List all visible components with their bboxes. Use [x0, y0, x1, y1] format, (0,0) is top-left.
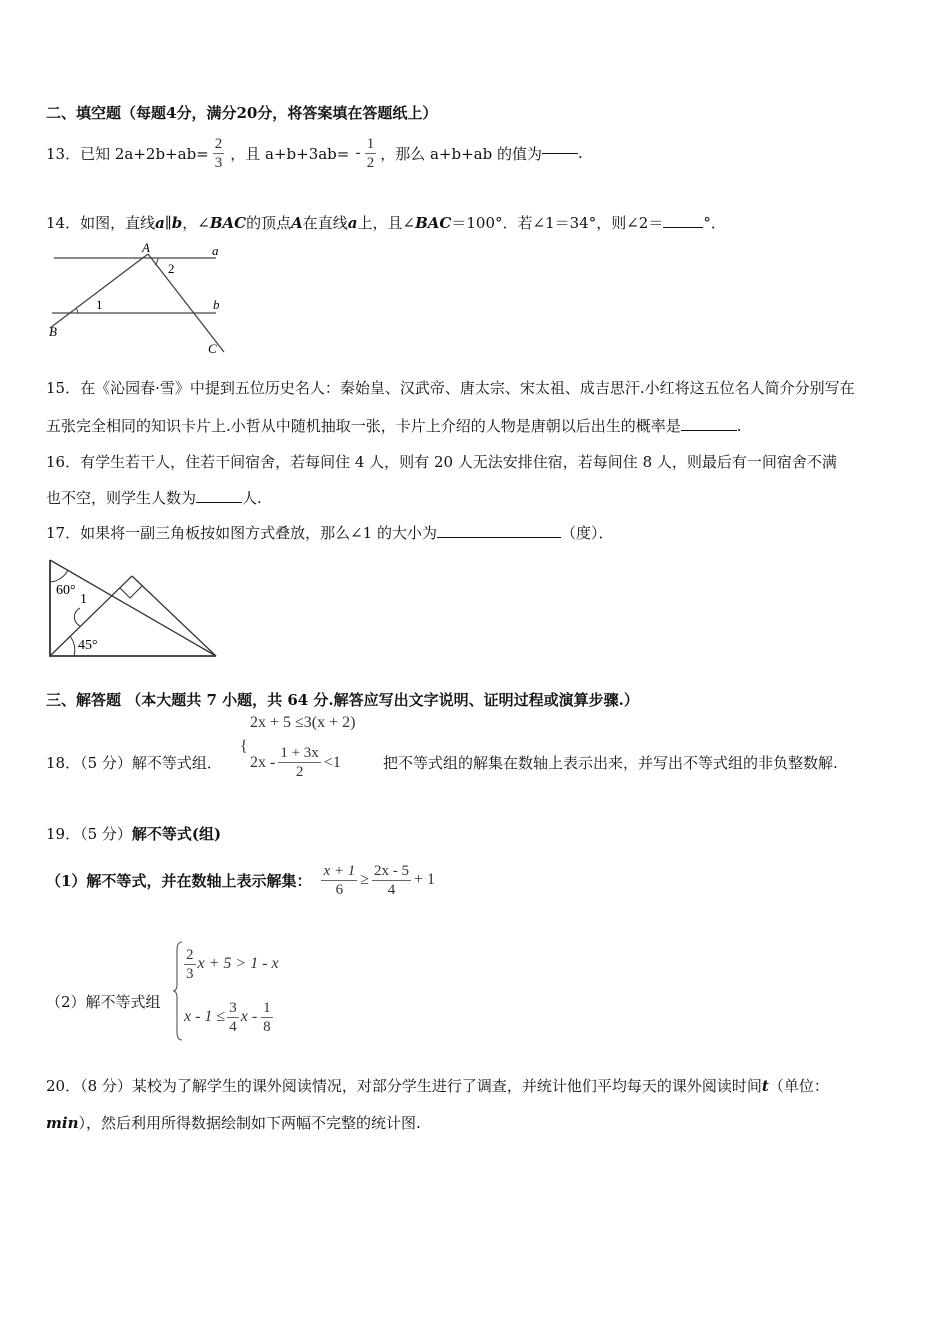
var-a: a	[347, 214, 358, 232]
question-number: 14．	[46, 214, 81, 232]
question-15-line2	[46, 415, 742, 436]
question-text: 在《沁园春·雪》中提到五位历史名人：秦始皇、汉武帝、唐太宗、宋太祖、成吉思汗.小红将这五位名人简介分别写在	[80, 379, 855, 397]
system-line-1	[184, 940, 279, 988]
ge-symbol: ≥	[360, 871, 370, 888]
question-18-label	[46, 752, 222, 773]
question-text: ），然后利用所得数据绘制如下两幅不完整的统计图.	[78, 1114, 421, 1132]
label-b: b	[213, 297, 220, 312]
question-17	[46, 522, 614, 543]
fraction-two-thirds: $\frac{2}{3}$	[186, 946, 194, 982]
angle-45-arc	[70, 636, 75, 656]
period: .	[736, 417, 742, 435]
question-number: 15．	[46, 379, 81, 397]
fraction-2xminus5-over-4: $\frac{2x - 5}{4}$	[374, 862, 410, 898]
angle-2-arc	[155, 258, 158, 265]
angle-1-arc	[74, 608, 80, 626]
question-number: 17．	[46, 524, 81, 542]
section-heading-fill-in: 二、填空题（每题4分，满分20分，将答案填在答题纸上）	[46, 104, 438, 122]
question-16-line1	[46, 451, 837, 472]
question-19-title	[46, 823, 221, 844]
ineq-part: x + 5 > 1 - x	[197, 955, 279, 972]
question-score: （5 分）	[80, 754, 132, 772]
unit-min: min	[46, 1114, 79, 1132]
question-score: （8 分）	[80, 1077, 132, 1095]
fraction-one-half: $\frac{1}{2}$	[366, 135, 375, 171]
question-13	[46, 130, 583, 176]
minus-sign: -	[355, 144, 361, 161]
system-brace: {	[240, 738, 248, 755]
question-15-line1	[46, 377, 855, 398]
part-label: （1）解不等式，并在数轴上表示解集：	[46, 871, 312, 890]
question-19-part1	[46, 856, 435, 904]
hypotenuse-30-60	[50, 560, 216, 656]
question-number: 18．	[46, 754, 81, 772]
fraction-three-quarters: $\frac{3}{4}$	[229, 999, 237, 1035]
inequality-2	[250, 744, 341, 781]
question-text: 在直线	[302, 214, 348, 232]
label-C: C	[208, 341, 217, 356]
question-20-line2	[46, 1112, 421, 1133]
label-a: a	[212, 243, 219, 258]
triangle-rulers-figure	[44, 556, 224, 664]
ineq-part: 2x -	[250, 753, 276, 771]
answer-blank[interactable]	[681, 429, 737, 431]
angle-60-arc	[50, 570, 68, 582]
question-text: ，那么 a+b+ab 的值为	[380, 144, 542, 163]
question-18-tail: 把不等式组的解集在数轴上表示出来，并写出不等式组的非负整数解.	[383, 754, 838, 772]
var-t: t	[761, 1077, 769, 1095]
answer-blank[interactable]	[663, 226, 703, 228]
question-text: 也不空，则学生人数为	[46, 489, 197, 507]
ineq-part: + 1	[414, 871, 436, 888]
fraction-xplus1-over-6: $\frac{x + 1}{6}$	[323, 862, 356, 898]
ineq-part: <1	[323, 753, 341, 771]
label-angle-1: 1	[80, 592, 87, 607]
question-number: 16．	[46, 453, 81, 471]
answer-blank[interactable]	[542, 152, 578, 154]
label-angle-1: 1	[96, 297, 103, 312]
angle-1-arc	[76, 308, 78, 313]
right-angle-mark	[120, 586, 142, 598]
question-score: （5 分）	[80, 825, 132, 843]
ineq-part: x -	[240, 1008, 258, 1025]
question-14	[46, 212, 726, 233]
label-60-degree: 60°	[56, 583, 76, 598]
parallel-symbol: ∥	[164, 214, 172, 232]
answer-blank[interactable]	[437, 536, 561, 538]
fraction-one-eighth: $\frac{1}{8}$	[263, 999, 271, 1035]
section-heading-solve: 三、解答题 （本大题共 7 小题，共 64 分.解答应写出文字说明、证明过程或演算步骤.）	[46, 691, 639, 709]
inequality-1: 2x + 5 ≤3(x + 2)	[250, 714, 356, 731]
label-A: A	[142, 240, 150, 255]
var-bac: BAC	[209, 214, 247, 232]
question-text: 解不等式(组)	[131, 825, 222, 843]
question-number: 13．	[46, 144, 81, 163]
leg-45-b	[132, 576, 216, 656]
question-text: ，且 a+b+3ab=	[230, 144, 350, 163]
ineq-part: x - 1 ≤	[184, 1008, 226, 1025]
question-text: 上，且∠	[357, 214, 416, 232]
question-16-line2	[46, 487, 262, 508]
label-B: B	[49, 324, 57, 339]
question-text: 某校为了解学生的课外阅读情况，对部分学生进行了调查，并统计他们平均每天的课外阅读时间	[131, 1077, 762, 1095]
question-text: 的顶点	[246, 214, 292, 232]
system-line-2	[184, 993, 273, 1041]
period: .	[577, 144, 583, 162]
parallel-lines-figure	[44, 238, 234, 360]
system-brace	[172, 940, 184, 1042]
answer-blank[interactable]	[196, 501, 242, 503]
var-a: a	[155, 214, 165, 232]
segment-ab	[50, 254, 148, 328]
question-text: 如果将一副三角板按如图方式叠放，那么∠1 的大小为	[80, 524, 437, 542]
question-text: 有学生若干人，住若干间宿舍，若每间住 4 人，则有 20 人无法安排住宿，若每间住 8 人，则最后有一间宿舍不满	[80, 453, 837, 471]
unit-degree: （度）．	[560, 524, 614, 542]
label-45-degree: 45°	[78, 638, 98, 653]
question-number: 19．	[46, 825, 81, 843]
question-text: 如图，直线	[80, 214, 156, 232]
question-text: （单位：	[768, 1077, 829, 1095]
question-20-line1	[46, 1075, 829, 1096]
question-19-part2-label: （2）解不等式组	[46, 993, 161, 1011]
question-number: 20．	[46, 1077, 81, 1095]
fraction-two-thirds: $\frac{2}{3}$	[214, 135, 223, 171]
question-text: ＝100°．若∠1＝34°，则∠2＝	[451, 214, 664, 232]
question-text: ，∠	[182, 214, 210, 232]
question-text: 解不等式组．	[131, 754, 222, 772]
question-text: 已知 2a+2b+ab=	[80, 144, 209, 163]
fraction-1plus3x-over-2: $\frac{1 + 3x}{2}$	[280, 745, 319, 780]
var-b: b	[171, 214, 183, 232]
question-text: 五张完全相同的知识卡片上.小哲从中随机抽取一张，卡片上介绍的人物是唐朝以后出生的概率是	[46, 417, 681, 435]
degree-end: °．	[703, 214, 726, 232]
var-A: A	[291, 214, 303, 232]
var-bac: BAC	[415, 214, 452, 232]
label-angle-2: 2	[168, 261, 175, 276]
unit-people: 人.	[242, 489, 262, 507]
